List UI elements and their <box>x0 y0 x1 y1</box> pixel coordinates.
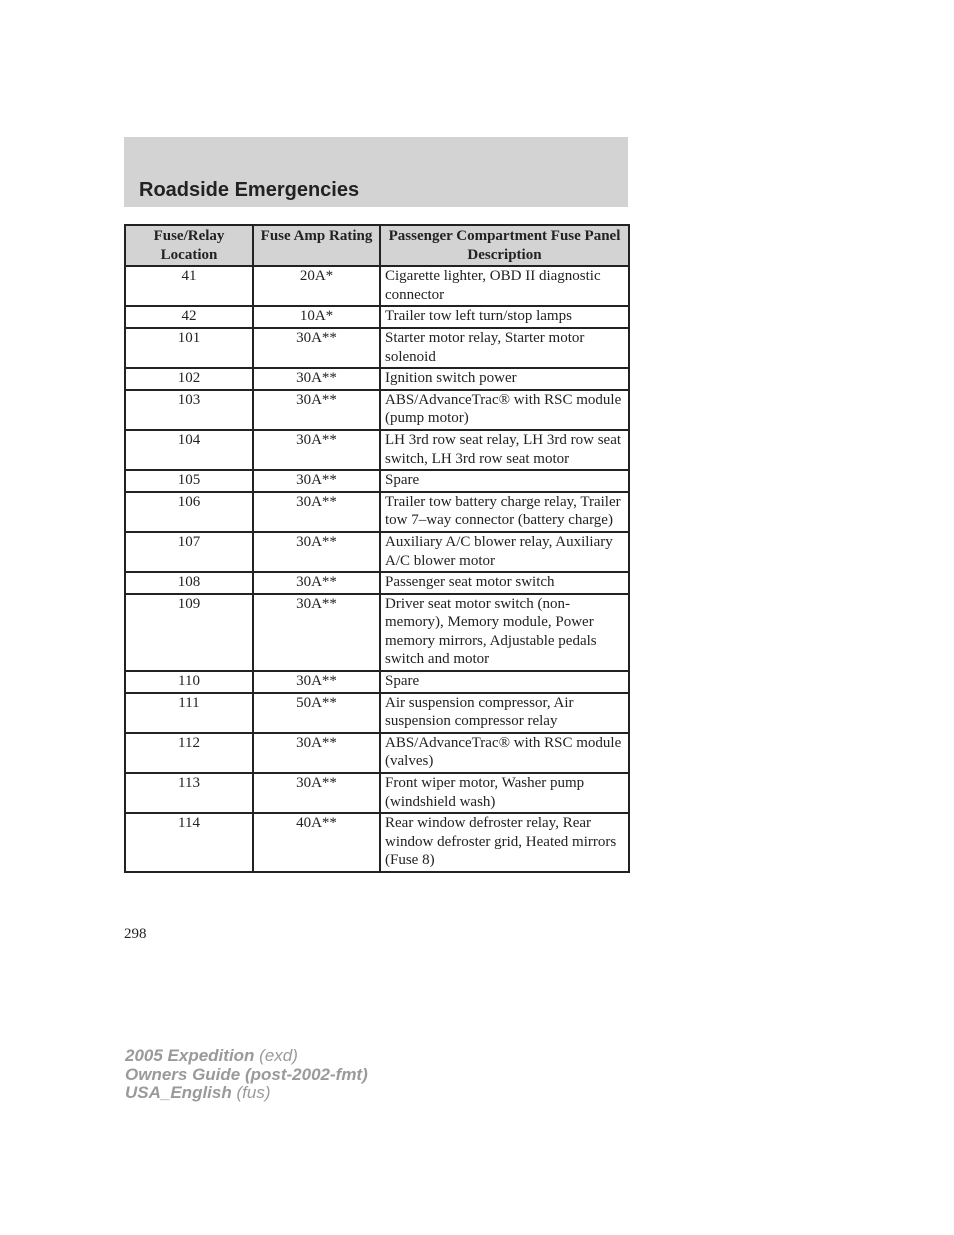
table-row <box>125 594 629 671</box>
table-row <box>125 390 629 430</box>
cell-location: 104 <box>125 430 253 470</box>
table-body <box>125 266 629 872</box>
section-header-band <box>124 137 628 207</box>
cell-description: Ignition switch power <box>380 368 629 390</box>
section-title: Roadside Emergencies <box>139 179 360 201</box>
cell-location: 110 <box>125 671 253 693</box>
cell-location: 111 <box>125 693 253 733</box>
cell-rating: 30A** <box>253 594 380 671</box>
cell-description: Air suspension compressor, Air suspension compressor relay <box>380 693 629 733</box>
cell-rating: 30A** <box>253 430 380 470</box>
column-header-description: Passenger Compartment Fuse Panel Description <box>380 225 629 266</box>
cell-rating: 30A** <box>253 671 380 693</box>
cell-rating: 30A** <box>253 572 380 594</box>
document-footer <box>125 1047 368 1103</box>
cell-description: Auxiliary A/C blower relay, Auxiliary A/C blower motor <box>380 532 629 572</box>
cell-rating: 30A** <box>253 328 380 368</box>
footer-language-code: (fus) <box>236 1083 271 1102</box>
table-row <box>125 693 629 733</box>
cell-description: Front wiper motor, Washer pump (windshield wash) <box>380 773 629 813</box>
cell-location: 101 <box>125 328 253 368</box>
cell-rating: 30A** <box>253 733 380 773</box>
fuse-table <box>124 224 630 873</box>
cell-rating: 30A** <box>253 492 380 532</box>
cell-location: 109 <box>125 594 253 671</box>
cell-description: Passenger seat motor switch <box>380 572 629 594</box>
cell-description: Starter motor relay, Starter motor solenoid <box>380 328 629 368</box>
footer-guide: Owners Guide (post-2002-fmt) <box>125 1064 368 1084</box>
table-row <box>125 306 629 328</box>
cell-description: ABS/AdvanceTrac® with RSC module (pump motor) <box>380 390 629 430</box>
cell-description: Rear window defroster relay, Rear window defroster grid, Heated mirrors (Fuse 8) <box>380 813 629 872</box>
cell-location: 114 <box>125 813 253 872</box>
cell-description: ABS/AdvanceTrac® with RSC module (valves) <box>380 733 629 773</box>
footer-model: 2005 Expedition <box>125 1046 255 1065</box>
cell-rating: 20A* <box>253 266 380 306</box>
table-row <box>125 328 629 368</box>
cell-location: 112 <box>125 733 253 773</box>
column-header-rating: Fuse Amp Rating <box>253 225 380 266</box>
cell-rating: 30A** <box>253 368 380 390</box>
cell-rating: 30A** <box>253 773 380 813</box>
cell-description: Driver seat motor switch (non-memory), Memory module, Power memory mirrors, Adjustable pedals switch and motor <box>380 594 629 671</box>
table-header-row <box>125 225 629 266</box>
table-row <box>125 813 629 872</box>
table-row <box>125 492 629 532</box>
cell-rating: 50A** <box>253 693 380 733</box>
cell-location: 103 <box>125 390 253 430</box>
cell-rating: 30A** <box>253 390 380 430</box>
table-row <box>125 671 629 693</box>
cell-rating: 30A** <box>253 470 380 492</box>
cell-location: 108 <box>125 572 253 594</box>
table-row <box>125 470 629 492</box>
table-row <box>125 368 629 390</box>
cell-description: Cigarette lighter, OBD II diagnostic connector <box>380 266 629 306</box>
cell-location: 106 <box>125 492 253 532</box>
cell-description: Trailer tow battery charge relay, Trailer tow 7–way connector (battery charge) <box>380 492 629 532</box>
cell-rating: 30A** <box>253 532 380 572</box>
footer-language: USA_English <box>125 1083 232 1102</box>
cell-description: Trailer tow left turn/stop lamps <box>380 306 629 328</box>
table-row <box>125 532 629 572</box>
cell-description: Spare <box>380 671 629 693</box>
cell-location: 102 <box>125 368 253 390</box>
table-row <box>125 266 629 306</box>
cell-rating: 40A** <box>253 813 380 872</box>
table-row <box>125 773 629 813</box>
cell-rating: 10A* <box>253 306 380 328</box>
column-header-location: Fuse/Relay Location <box>125 225 253 266</box>
table-row <box>125 733 629 773</box>
cell-location: 41 <box>125 266 253 306</box>
cell-location: 105 <box>125 470 253 492</box>
footer-model-code: (exd) <box>259 1046 298 1065</box>
table-row <box>125 430 629 470</box>
cell-description: Spare <box>380 470 629 492</box>
cell-location: 107 <box>125 532 253 572</box>
cell-location: 42 <box>125 306 253 328</box>
table-row <box>125 572 629 594</box>
page-number: 298 <box>124 926 147 942</box>
cell-location: 113 <box>125 773 253 813</box>
cell-description: LH 3rd row seat relay, LH 3rd row seat switch, LH 3rd row seat motor <box>380 430 629 470</box>
